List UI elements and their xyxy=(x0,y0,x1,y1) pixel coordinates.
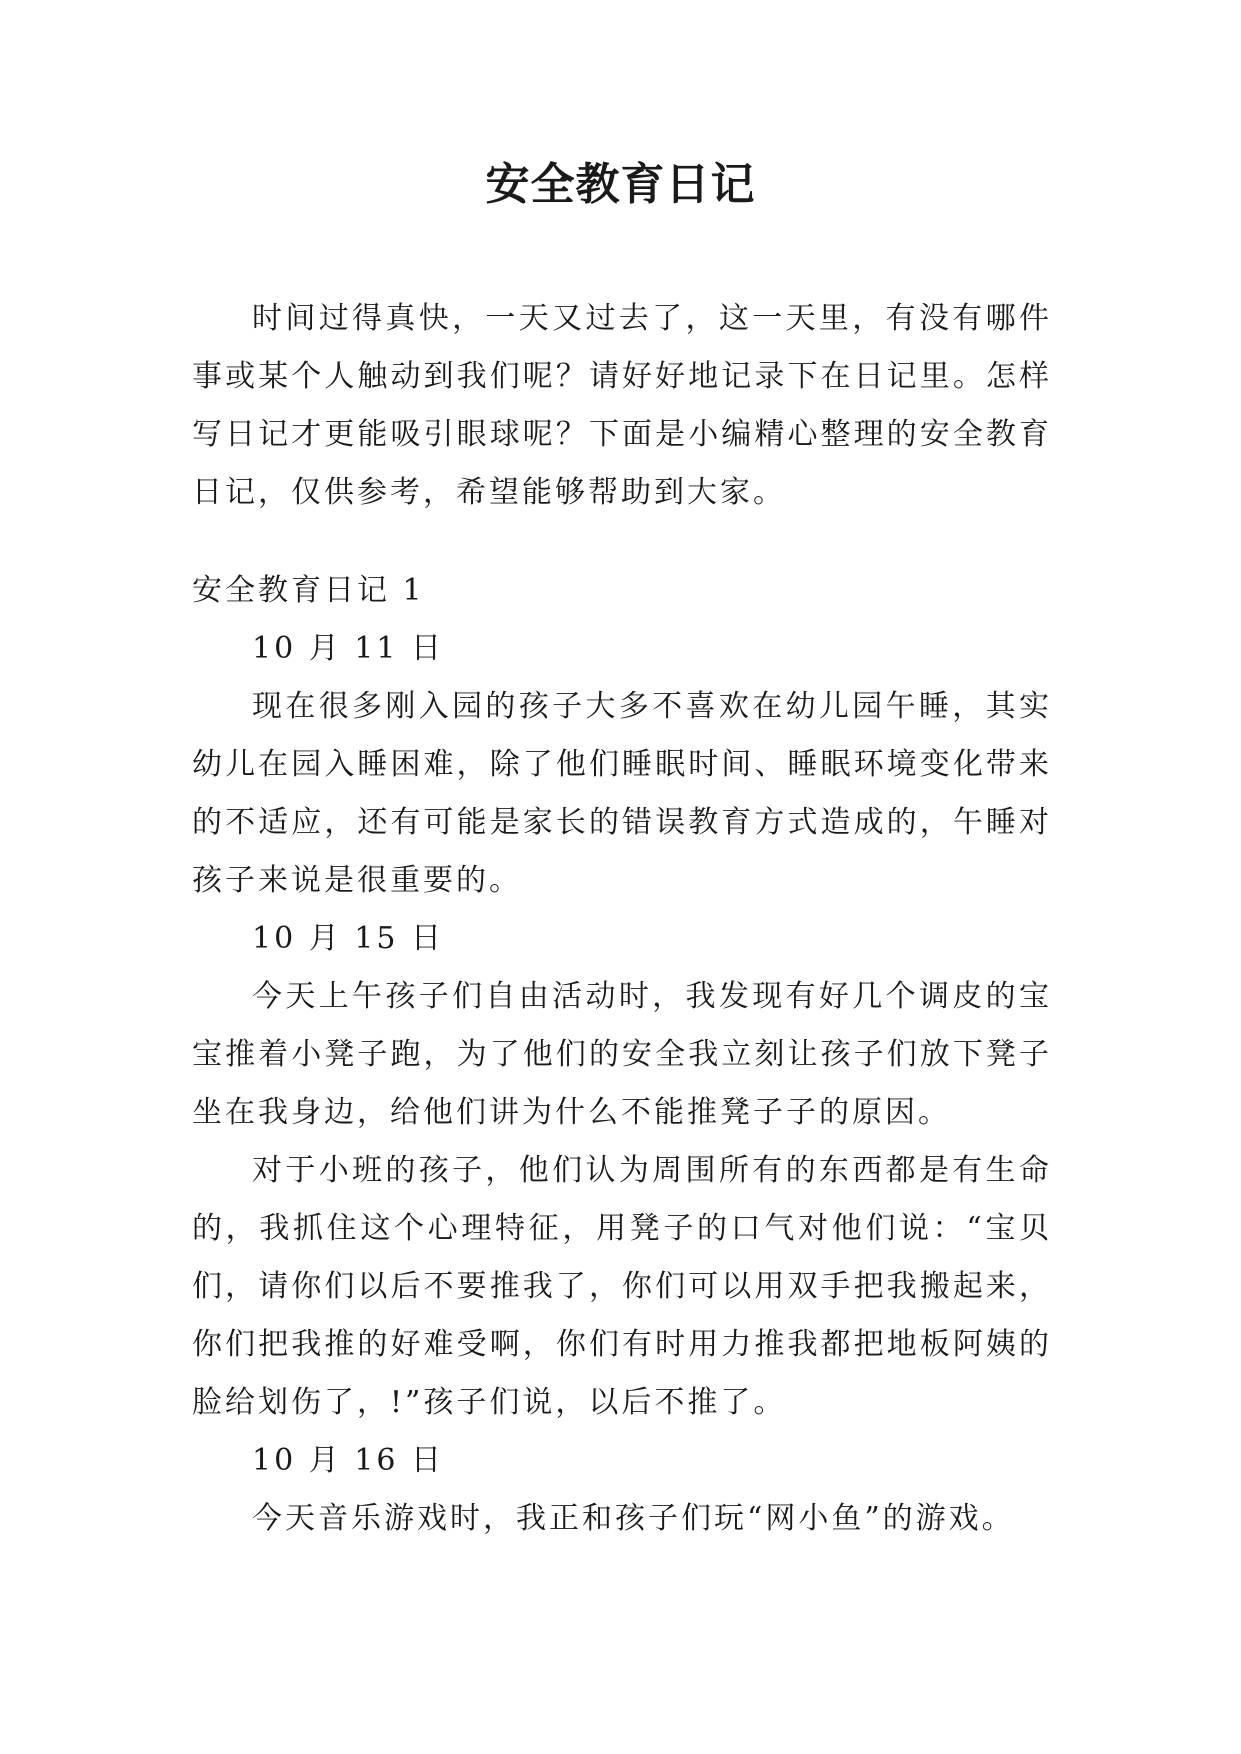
intro-paragraph: 时间过得真快，一天又过去了，这一天里，有没有哪件事或某个人触动到我们呢？请好好地记录下在日记里。怎样写日记才更能吸引眼球呢？下面是小编精心整理的安全教育日记，仅供参考，希望能够帮助到大家。 xyxy=(192,301,1052,510)
document-body xyxy=(192,290,1052,1548)
entry-date: 10 月 11 日 xyxy=(252,631,444,666)
entry-paragraph: 对于小班的孩子，他们认为周围所有的东西都是有生命的，我抓住这个心理特征，用凳子的口气对他们说：“宝贝们，请你们以后不要推我了，你们可以用双手把我搬起来，你们把我推的好难受啊，你们有时用力推我都把地板阿姨的脸给划伤了，!”孩子们说，以后不推了。 xyxy=(192,1153,1052,1420)
document-title: 安全教育日记 xyxy=(485,159,756,210)
entry-date: 10 月 15 日 xyxy=(252,921,444,956)
entry-date: 10 月 16 日 xyxy=(252,1443,444,1478)
entry-paragraph: 现在很多刚入园的孩子大多不喜欢在幼儿园午睡，其实幼儿在园入睡困难，除了他们睡眠时间、睡眠环境变化带来的不适应，还有可能是家长的错误教育方式造成的，午睡对孩子来说是很重要的。 xyxy=(192,689,1052,898)
entry-paragraph: 今天上午孩子们自由活动时，我发现有好几个调皮的宝宝推着小凳子跑，为了他们的安全我立刻让孩子们放下凳子坐在我身边，给他们讲为什么不能推凳子子的原因。 xyxy=(192,979,1052,1130)
section-heading: 安全教育日记 1 xyxy=(192,573,425,608)
spacer xyxy=(192,522,1052,562)
entry-paragraph: 今天音乐游戏时，我正和孩子们玩“网小鱼”的游戏。 xyxy=(252,1501,1015,1536)
